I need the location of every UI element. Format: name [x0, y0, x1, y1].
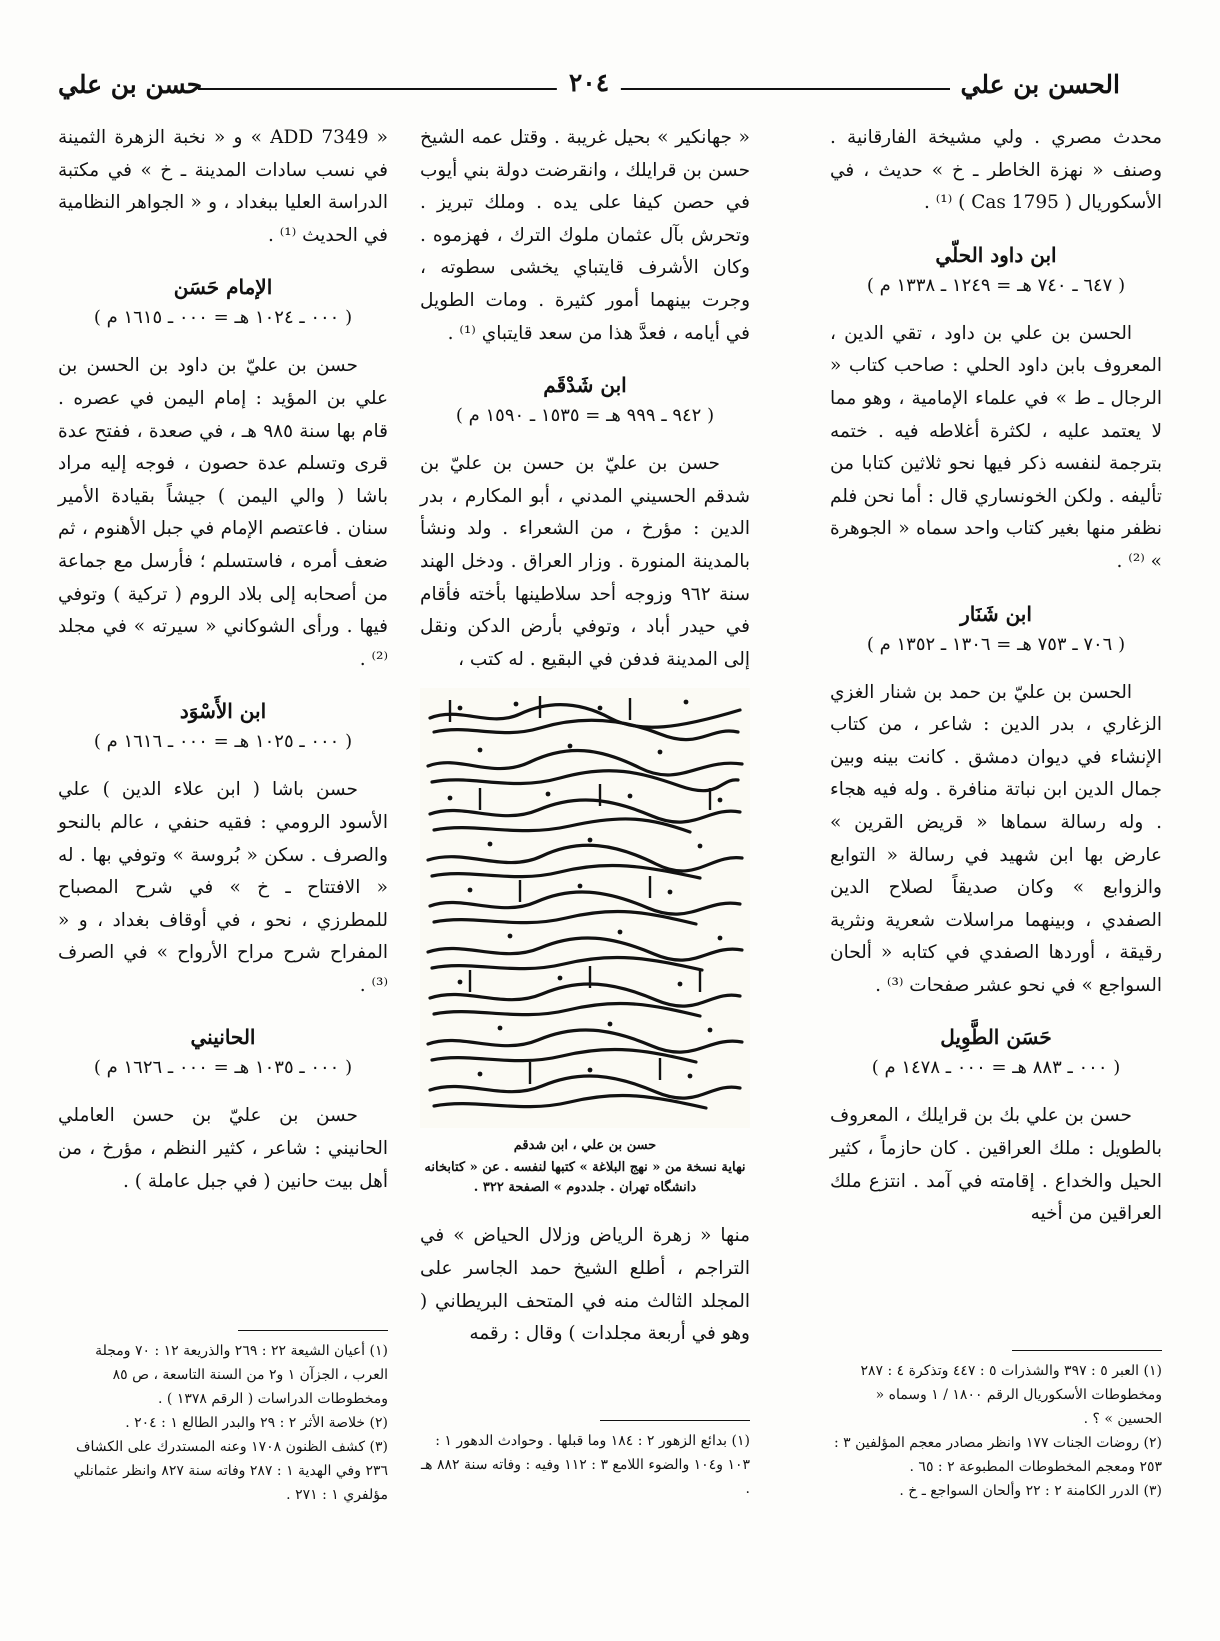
entry-text: حسن بن علي بك بن قرايلك ، المعروف بالطويل : ملك العراقين . كان حازماً ، كثير الحيل والخداع . إقامته في آمد . انتزع ملك العراقين من أخيه	[830, 1105, 1162, 1225]
footnote: (١) أعيان الشيعة ٢٢ : ٢٦٩ والذريعة ١٢ : ٧٠ ومجلة العرب ، الجزآن ١ و٢ من السنة التاسعة ، ص ٨٥ ومخطوطات الدراسات ( الرقم ١٣٧٨ ) .	[95, 1343, 388, 1407]
footnotes-left	[58, 1330, 388, 1507]
header-title-right: الحسن بن علي	[960, 70, 1120, 99]
entry-title: الإمام حَسَن	[173, 275, 273, 300]
footnote: (٣) الدرر الكامنة ٢ : ٢٢ وألحان السواجع ـ خ .	[899, 1483, 1162, 1499]
entry-text: الحسن بن علي بن داود ، تقي الدين ، المعروف بابن داود الحلي : صاحب كتاب « الرجال ـ ط » في علماء الإمامية ، وهو مما لا يعتمد عليه ، لكثرة أغلاطه فيه . ختمه بترجمة لنفسه ذكر فيها نحو ثلاثين كتابا من تأليفه . ولكن الخونساري قال : أما نحن فلم نظفر منها بغير كتاب واحد سماه « الجوهرة » ⁽²⁾ .	[830, 322, 1162, 572]
entry-text-continued: منها « زهرة الرياض وزلال الحياض » في التراجم ، أطلع الشيخ حمد الجاسر على المجلد الثالث منه في المتحف البريطاني ( وهو في أربعة مجلدات ) وقال : رقمه	[420, 1225, 750, 1345]
footnote-rule	[600, 1420, 750, 1421]
footnotes-right	[830, 1350, 1162, 1503]
entry-dates: ( ٦٤٧ ـ ٧٤٠ هـ = ١٢٤٩ ـ ١٣٣٨ م )	[866, 274, 1126, 296]
entry-title: ابن داود الحلّي	[935, 242, 1057, 267]
header-title-left: حسن بن علي	[58, 70, 203, 99]
footnote: (١) العبر ٥ : ٣٩٧ والشذرات ٥ : ٤٤٧ وتذكرة ٤ : ٢٨٧ ومخطوطات الأسكوريال الرقم ١٨٠٠ / ١ وسماه « الحسين » ؟ .	[860, 1363, 1162, 1427]
entry-title: ابن شَنَار	[960, 601, 1032, 626]
footnotes-middle	[420, 1420, 750, 1501]
column-middle	[420, 122, 750, 1351]
entry-title: ابن شَدْقَم	[543, 373, 627, 398]
continuation-text: « جهانكير » بحيل غريبة . وقتل عمه الشيخ حسن بن قرايلك ، وانقرضت دولة بني أيوب في حصن كيفا على يده . وملك تبريز . وتحرش بآل عثمان ملوك الترك ، فهزموه . وكان الأشرف قايتباي يخشى سطوته ، وجرت بينهما أمور كثيرة . ومات الطويل في أيامه ، فعدَّ هذا من سعد قايتباي ⁽¹⁾ .	[420, 127, 750, 344]
entry-text: حسن باشا ( ابن علاء الدين ) علي الأسود الرومي : فقيه حنفي ، عالم بالنحو والصرف . سكن « بُروسة » وتوفي بها . له « الافتتاح ـ خ » في شرح المصباح للمطرزي ، نحو ، في أوقاف بغداد ، و « المفراح شرح مراح الأرواح » في الصرف ⁽³⁾ .	[58, 779, 388, 996]
page-header	[58, 62, 1120, 106]
entry-dates: ( ٠٠٠ ـ ١٠٢٥ هـ = ٠٠٠ ـ ١٦١٦ م )	[93, 731, 353, 753]
continuation-text: محدث مصري . ولي مشيخة الفارقانية . وصنف « نهزة الخاطر ـ خ » حديث ، في الأسكوريال ( Cas 1795 ) ⁽¹⁾ .	[830, 127, 1162, 214]
entry-text: الحسن بن عليّ بن حمد بن شنار الغزي الزغاري ، بدر الدين : شاعر ، من كتاب الإنشاء في ديوان دمشق . كانت بينه وبين جمال الدين ابن نباتة منافرة . وله فيه هجاء . وله رسالة سماها « قريض القرين » عارض بها ابن شهيد في رسالة « التوابع والزوابع » وكان صديقاً لصلاح الدين الصفدي ، وبينهما مراسلات شعرية ونثرية رقيقة ، أوردها الصفدي في كتابه « ألحان السواجع » في نحو عشر صفحات ⁽³⁾ .	[830, 681, 1162, 996]
entry-dates: ( ٠٠٠ ـ ١٠٣٥ هـ = ٠٠٠ ـ ١٦٢٦ م )	[93, 1057, 353, 1079]
footnote: (١) بدائع الزهور ٢ : ١٨٤ وما قبلها . وحوادث الدهور ١ : ١٠٣ و١٠٤ والضوء اللامع ٣ : ١١٢ وفيه : وفاته سنة ٨٨٢ هـ .	[421, 1433, 750, 1497]
entry-title: الحانيني	[190, 1025, 256, 1050]
header-rule-left	[198, 88, 578, 90]
column-left	[58, 122, 388, 1198]
footnote-rule	[238, 1330, 388, 1331]
column-right	[830, 122, 1162, 1231]
entry-text: حسن بن عليّ بن حسن بن عليّ بن شدقم الحسيني المدني ، أبو المكارم ، بدر الدين : مؤرخ ، من الشعراء . ولد ونشأ بالمدينة المنورة . وزار العراق . ودخل الهند سنة ٩٦٢ وزوجه أحد سلاطينها بأخته فأقام في حيدر أباد ، وتوفي بأرض الدكن ونقل إلى المدينة فدفن في البقيع . له كتب ،	[420, 453, 750, 670]
manuscript-image	[420, 688, 750, 1128]
footnote: (٣) كشف الظنون ١٧٠٨ وعنه المستدرك على الكشاف ٢٣٦ وفي الهدية ١ : ٢٨٧ وفاته سنة ٨٢٧ وانظر عثمانلي مؤلفري ١ : ٢٧١ .	[73, 1439, 388, 1503]
footnote: (٢) خلاصة الأثر ٢ : ٢٩ والبدر الطالع ١ : ٢٠٤ .	[125, 1415, 388, 1431]
manuscript-handwriting	[420, 688, 750, 1128]
entry-title: ابن الأَسْوَد	[179, 699, 267, 724]
image-caption-source: نهاية نسخة من « نهج البلاغة » كتبها لنفسه . عن « كتابخانه دانشگاه تهران . جلددوم » الصفحة ٣٢٢ .	[424, 1160, 746, 1196]
image-caption-name: حسن بن علي ، ابن شدقم	[513, 1138, 657, 1154]
entry-dates: ( ٧٠٦ ـ ٧٥٣ هـ = ١٣٠٦ ـ ١٣٥٢ م )	[866, 633, 1126, 655]
entry-text: حسن بن عليّ بن داود بن الحسن بن علي بن المؤيد : إمام اليمن في عصره . قام بها سنة ٩٨٥ هـ ، في صعدة ، ففتح عدة قرى وتسلم عدة حصون ، فوجه إليه مراد باشا ( والي اليمن ) جيشاً بقيادة الأمير سنان . فاعتصم الإمام في جبل الأهنوم ، ثم ضعف أمره ، فاستسلم ؛ فأرسل مع جماعة من أصحابه إلى بلاد الروم ( تركية ) وتوفي فيها . ورأى الشوكاني « سيرته » في مجلد ⁽²⁾ .	[58, 355, 388, 670]
page-number: ٢٠٤	[557, 68, 621, 97]
entry-dates: ( ٩٤٢ ـ ٩٩٩ هـ = ١٥٣٥ ـ ١٥٩٠ م )	[455, 405, 715, 427]
entry-dates: ( ٠٠٠ ـ ١٠٢٤ هـ = ٠٠٠ ـ ١٦١٥ م )	[93, 307, 353, 329]
footnote-rule	[1012, 1350, 1162, 1351]
header-rule-right	[600, 88, 950, 90]
entry-dates: ( ٠٠٠ ـ ٨٨٣ هـ = ٠٠٠ ـ ١٤٧٨ م )	[871, 1057, 1121, 1079]
entry-text: حسن بن عليّ بن حسن العاملي الحانيني : شاعر ، كثير النظم ، مؤرخ ، من أهل بيت حانين ( في جبل عاملة ) .	[58, 1105, 388, 1192]
entry-title: حَسَن الطَّوِيل	[940, 1025, 1052, 1050]
footnote: (٢) روضات الجنات ١٧٧ وانظر مصادر معجم المؤلفين ٣ : ٢٥٣ ومعجم المخطوطات المطبوعة ٢ : ٦٥ .	[833, 1435, 1162, 1475]
continuation-text: « ADD 7349 » و « نخبة الزهرة الثمينة في نسب سادات المدينة ـ خ » في مكتبة الدراسة العليا ببغداد ، و « الجواهر النظامية في الحديث ⁽¹⁾ .	[58, 127, 388, 246]
